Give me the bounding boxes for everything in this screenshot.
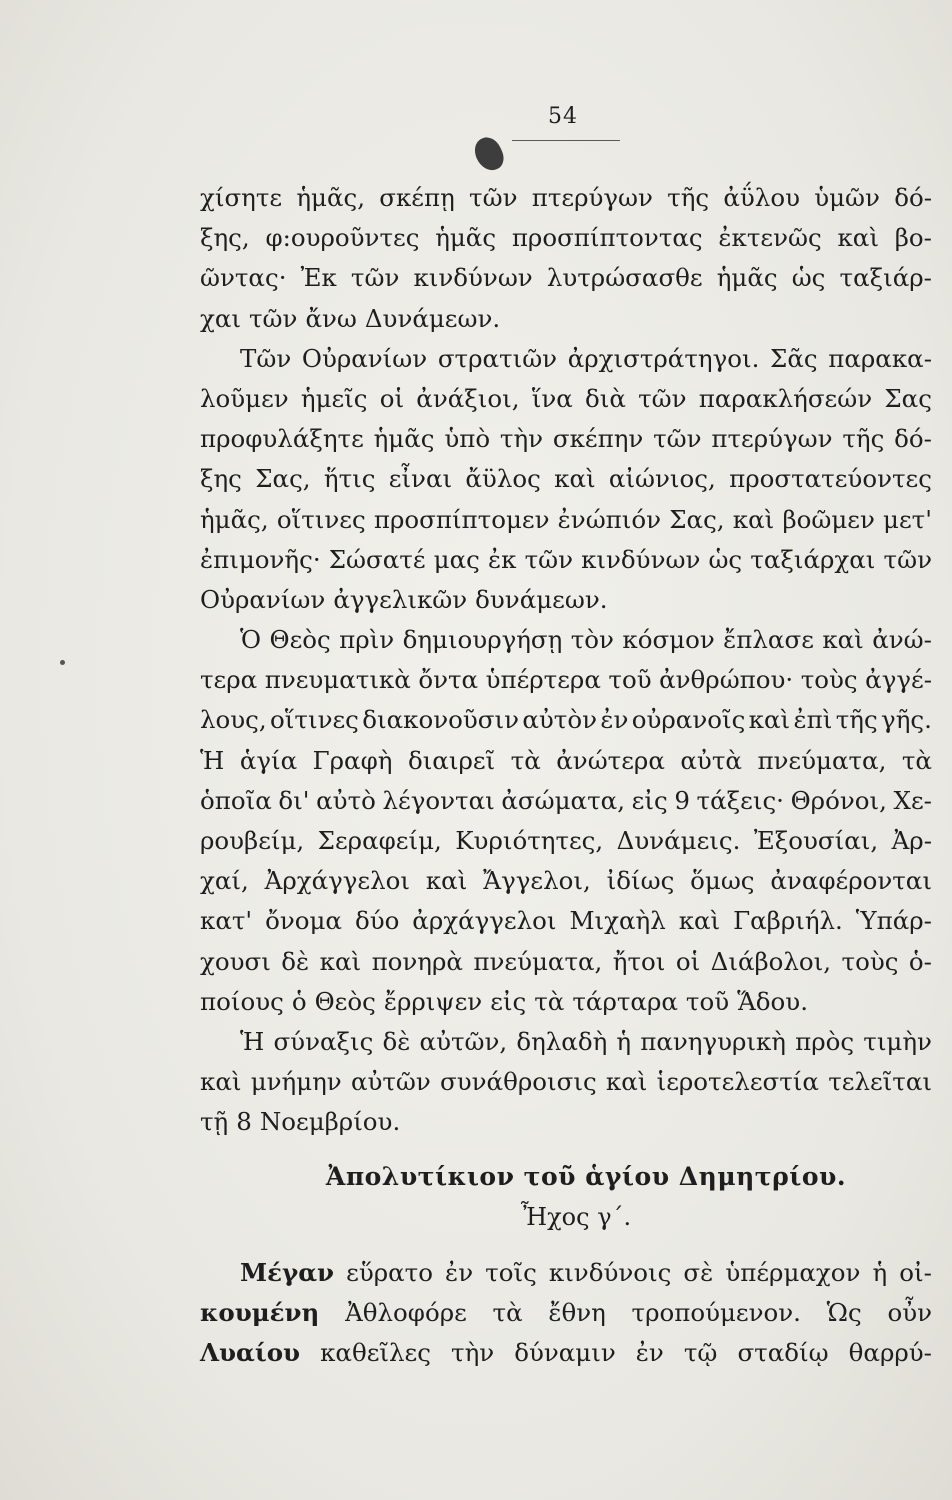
word: παρακλήσεών bbox=[698, 383, 873, 413]
word: τῆς bbox=[835, 705, 878, 735]
word: εἰς bbox=[490, 986, 527, 1016]
text-line bbox=[200, 178, 932, 218]
word: ἀγγελικῶν bbox=[333, 584, 468, 614]
word: τὰ bbox=[510, 745, 541, 775]
word: Οὐρανίων bbox=[301, 343, 428, 373]
word: ἀναφέρονται bbox=[770, 866, 932, 896]
text-line bbox=[200, 660, 932, 700]
word: Γραφὴ bbox=[312, 745, 393, 775]
word: εἶναι bbox=[388, 464, 453, 494]
text-line bbox=[200, 419, 932, 459]
word: σκέπῃ bbox=[379, 183, 455, 212]
word: βοῶμεν bbox=[782, 504, 875, 534]
text-line bbox=[200, 1333, 932, 1373]
word: καὶ bbox=[605, 1067, 648, 1097]
text-line bbox=[200, 861, 932, 901]
word: ἀρχάγγελοι bbox=[412, 906, 557, 936]
word: τιμὴν bbox=[863, 1026, 932, 1056]
word: καὶ bbox=[200, 1067, 242, 1097]
word: καὶ bbox=[748, 705, 791, 735]
word: κατ' bbox=[200, 906, 253, 936]
word: Ἅδου. bbox=[737, 986, 808, 1016]
word: Ὁ bbox=[240, 625, 262, 655]
word: ἐπιμονῆς· bbox=[200, 544, 321, 574]
word: ῶντας· bbox=[200, 263, 287, 293]
word: προσπίπτοντας bbox=[511, 223, 703, 253]
word: Γαβριήλ. bbox=[733, 906, 843, 936]
margin-mark bbox=[60, 660, 65, 665]
word: ξης bbox=[200, 464, 242, 494]
word: τῶν bbox=[524, 544, 573, 574]
word: θαρρύ- bbox=[848, 1337, 932, 1367]
word: τῶν bbox=[638, 383, 687, 413]
word: ἐν bbox=[635, 1337, 664, 1367]
word: Ἡ bbox=[240, 1026, 265, 1056]
word: δὲ bbox=[382, 1026, 411, 1056]
word: καὶ bbox=[732, 504, 775, 534]
word: Ἀρ- bbox=[891, 826, 932, 855]
word: εὕρατο bbox=[346, 1257, 433, 1287]
word: τὴν bbox=[499, 424, 544, 454]
word: ὄνομα bbox=[265, 906, 342, 936]
text-line bbox=[200, 821, 932, 861]
word: τῶν bbox=[469, 183, 518, 212]
word: οἱ bbox=[379, 383, 405, 413]
word: Ἡ bbox=[200, 745, 225, 775]
word: τὸν bbox=[570, 625, 614, 655]
word: κινδύνων bbox=[413, 263, 533, 293]
word: διαιρεῖ bbox=[407, 745, 496, 775]
word: ἄνω bbox=[305, 303, 357, 333]
word: δι' bbox=[278, 785, 310, 815]
word: οἱ bbox=[675, 946, 701, 976]
text-line bbox=[200, 741, 932, 781]
word: ὄντα bbox=[418, 665, 479, 695]
text-line bbox=[200, 218, 932, 258]
word: ἱεροτελεστία bbox=[656, 1067, 819, 1097]
word: τοὺς bbox=[800, 665, 858, 695]
word: καὶ bbox=[822, 625, 864, 655]
word: κόσμον bbox=[622, 625, 715, 655]
body-text bbox=[200, 178, 932, 1373]
word: χαι bbox=[200, 303, 241, 333]
word: ὑπὸ bbox=[444, 424, 491, 454]
word: ἥτις bbox=[323, 464, 376, 494]
word: λυτρώσασθε bbox=[546, 263, 703, 293]
word: Ὡς bbox=[826, 1297, 862, 1327]
text-line bbox=[200, 942, 932, 982]
word: μετ' bbox=[883, 504, 932, 534]
word: τοῦ bbox=[685, 986, 730, 1016]
ink-blot bbox=[470, 133, 508, 175]
word: ὁποῖα bbox=[200, 785, 272, 815]
word: προφυλάξητε bbox=[200, 424, 364, 454]
word: τροπούμενον. bbox=[631, 1297, 801, 1327]
word: εἰς bbox=[631, 785, 668, 815]
word: ἰδίως bbox=[606, 866, 675, 896]
word: αὐτῶν bbox=[350, 1067, 431, 1097]
word: 8 bbox=[236, 1107, 252, 1137]
word: δυνάμεων. bbox=[475, 584, 608, 614]
word: Θεὸς bbox=[314, 986, 376, 1016]
header-rule bbox=[512, 140, 620, 141]
word: ἡμεῖς bbox=[300, 383, 368, 413]
section-subheading: Ἦχος γ΄. bbox=[520, 1202, 632, 1231]
text-line bbox=[200, 299, 932, 339]
text-line bbox=[200, 339, 932, 379]
word: Σᾶς bbox=[770, 343, 818, 373]
word: δημιουργήσῃ bbox=[402, 625, 563, 655]
text-line bbox=[200, 1293, 932, 1333]
word: ἡμᾶς bbox=[373, 424, 435, 454]
word: ἡμᾶς bbox=[435, 223, 497, 253]
word: ἔπλασε bbox=[723, 625, 814, 655]
text-line bbox=[200, 258, 932, 298]
word: τοῦ bbox=[608, 665, 652, 695]
word: τῇ bbox=[200, 1107, 229, 1137]
word: ἄϋλος bbox=[465, 464, 541, 494]
word: ἐκ bbox=[487, 544, 517, 574]
word: δό- bbox=[894, 183, 932, 212]
word: ἡμᾶς bbox=[716, 263, 778, 293]
word: καὶ bbox=[837, 223, 879, 253]
word: τῆς bbox=[667, 183, 710, 212]
word: Ἀρχάγγελοι bbox=[264, 866, 410, 896]
paragraph bbox=[200, 339, 932, 620]
word: ἐν bbox=[600, 705, 629, 735]
word: Οὐρανίων bbox=[200, 584, 326, 614]
word: προστατεύοντες bbox=[729, 464, 932, 494]
word: λέγονται bbox=[382, 785, 495, 815]
word: ἡμᾶς, bbox=[296, 183, 366, 212]
word: ἡ bbox=[872, 1257, 888, 1287]
word: Σας bbox=[884, 383, 932, 413]
word: δὲ bbox=[281, 946, 310, 976]
paragraph bbox=[200, 1022, 932, 1143]
word: ἀρχιστράτηγοι. bbox=[567, 343, 760, 373]
paragraph bbox=[200, 178, 932, 339]
word: αἰώνιος, bbox=[608, 464, 716, 494]
word: αὐτὸ bbox=[316, 785, 376, 815]
word: ἤτοι bbox=[612, 946, 666, 976]
word: γῆς. bbox=[881, 705, 932, 735]
text-line bbox=[200, 1022, 932, 1062]
word: Θρόνοι, bbox=[790, 785, 887, 815]
word: πτερύγων bbox=[531, 183, 653, 212]
word: τῶν bbox=[249, 303, 298, 333]
word: Λυαίου bbox=[200, 1337, 301, 1367]
word: κινδύνων bbox=[581, 544, 701, 574]
word: καὶ bbox=[678, 906, 721, 936]
word: μνήμην bbox=[250, 1067, 342, 1097]
text-line bbox=[200, 1253, 932, 1293]
word: παρακα- bbox=[828, 343, 932, 373]
word: κινδύνοις bbox=[548, 1257, 672, 1287]
word: αὐτῶν, bbox=[419, 1026, 508, 1056]
word: τοὺς bbox=[841, 946, 899, 976]
word: Κυριότητες, bbox=[455, 826, 604, 855]
word: ποίους bbox=[200, 986, 284, 1016]
word: ἀνάξιοι, bbox=[416, 383, 520, 413]
word: ἐκτενῶς bbox=[718, 223, 822, 253]
word: ταξιάρχαι bbox=[750, 544, 876, 574]
word: καθεῖλες bbox=[320, 1337, 431, 1367]
word: τὰ bbox=[534, 986, 565, 1016]
word: τῶν bbox=[653, 424, 702, 454]
text-line bbox=[200, 580, 932, 620]
word: Τῶν bbox=[240, 343, 292, 373]
word: κουμένη bbox=[200, 1297, 320, 1327]
word: Νοεμβρίου. bbox=[259, 1107, 401, 1137]
word: τῶν bbox=[883, 544, 932, 574]
word: πνεύματα, bbox=[757, 745, 887, 775]
word: Ἐξουσίαι, bbox=[753, 826, 879, 855]
word: τὴν bbox=[451, 1337, 495, 1367]
word: σὲ bbox=[683, 1257, 714, 1287]
word: ἀγγέ- bbox=[865, 665, 932, 695]
word: πρὶν bbox=[339, 625, 395, 655]
word: δύο bbox=[354, 906, 400, 936]
word: διὰ bbox=[584, 383, 626, 413]
word: καὶ bbox=[425, 866, 468, 896]
word: ὡς bbox=[708, 544, 743, 574]
word: δύναμιν bbox=[514, 1337, 616, 1367]
text-line bbox=[200, 700, 932, 740]
word: αὐτὸν bbox=[522, 705, 597, 735]
word: ἀΰλου bbox=[723, 183, 800, 212]
word: προσπίπτομεν bbox=[373, 504, 550, 534]
word: πανηγυρικὴ bbox=[640, 1026, 786, 1056]
text-line bbox=[200, 1062, 932, 1102]
word: ὁ- bbox=[908, 946, 932, 976]
page-number: 54 bbox=[548, 104, 578, 129]
word: φ:ουροῦντες bbox=[265, 223, 420, 253]
text-line bbox=[200, 540, 932, 580]
word: ἵνα bbox=[531, 383, 573, 413]
word: ὅμως bbox=[690, 866, 755, 896]
word: Ὑπάρ- bbox=[855, 906, 932, 936]
word: Σας, bbox=[669, 504, 725, 534]
word: Ἀθλοφόρε bbox=[345, 1297, 467, 1327]
word: ταξιάρ- bbox=[839, 263, 932, 293]
word: Σας, bbox=[255, 464, 311, 494]
word: ἀνώ- bbox=[872, 625, 932, 655]
word: ἁγία bbox=[239, 745, 298, 775]
word: σύναξις bbox=[273, 1026, 374, 1056]
word: Ἄγγελοι, bbox=[483, 866, 591, 896]
word: ὑμῶν bbox=[814, 183, 880, 212]
word: πτερύγων bbox=[711, 424, 833, 454]
word: καὶ bbox=[319, 946, 362, 976]
word: διακονοῦσιν bbox=[362, 705, 519, 735]
word: Σεραφείμ, bbox=[317, 826, 442, 855]
word: Μέγαν bbox=[240, 1257, 335, 1287]
word: τῷ bbox=[683, 1337, 718, 1367]
text-line bbox=[200, 982, 932, 1022]
word: οὐρανοῖς bbox=[631, 705, 746, 735]
word: λοῦμεν bbox=[200, 383, 289, 413]
word: οἵτινες bbox=[270, 705, 359, 735]
word: Θεὸς bbox=[269, 625, 331, 655]
word: ἡμᾶς, bbox=[200, 504, 269, 534]
word: καὶ bbox=[554, 464, 596, 494]
word: ἡ bbox=[616, 1026, 632, 1056]
word: σκέπην bbox=[552, 424, 644, 454]
word: δό- bbox=[894, 424, 932, 454]
word: ἔθνη bbox=[548, 1297, 606, 1327]
word: Μιχαὴλ bbox=[569, 906, 666, 936]
word: οὖν bbox=[887, 1297, 932, 1327]
word: τῆς bbox=[842, 424, 885, 454]
word: 9 bbox=[674, 785, 690, 815]
word: ὑπέρτερα bbox=[485, 665, 601, 695]
word: χαί, bbox=[200, 866, 249, 896]
word: Χε- bbox=[893, 785, 932, 815]
word: ἀνώτερα bbox=[556, 745, 665, 775]
word: ἐπὶ bbox=[793, 705, 833, 735]
word: οἰ- bbox=[899, 1257, 932, 1287]
word: πρὸς bbox=[795, 1026, 855, 1056]
word: χουσι bbox=[200, 946, 271, 976]
word: τὰ bbox=[492, 1297, 523, 1327]
word: ἐν bbox=[445, 1257, 474, 1287]
word: τάξεις· bbox=[696, 785, 784, 815]
word: δηλαδὴ bbox=[516, 1026, 608, 1056]
word: ἀνθρώπου· bbox=[659, 665, 794, 695]
word: τερα bbox=[200, 665, 258, 695]
word: Δυνάμεις. bbox=[616, 826, 741, 855]
text-line bbox=[200, 500, 932, 540]
word: ἀσώματα, bbox=[501, 785, 625, 815]
word: ἔρριψεν bbox=[383, 986, 483, 1016]
word: ὡς bbox=[791, 263, 826, 293]
word: λους, bbox=[200, 705, 267, 735]
word: συνάθροισις bbox=[440, 1067, 597, 1097]
word: αὐτὰ bbox=[680, 745, 742, 775]
text-line bbox=[200, 901, 932, 941]
word: οἵτινες bbox=[276, 504, 366, 534]
word: πνεύματα, bbox=[473, 946, 603, 976]
word: βο- bbox=[894, 223, 932, 253]
word: τῶν bbox=[350, 263, 400, 293]
word: ρουβείμ, bbox=[200, 826, 305, 855]
word: Σώσατέ bbox=[328, 544, 426, 574]
section-heading: Ἀπολυτίκιον τοῦ ἁγίου Δημητρίου. bbox=[325, 1161, 847, 1191]
word: ὑπέρμαχον bbox=[725, 1257, 861, 1287]
hymn-text bbox=[200, 1253, 932, 1374]
word: πνευματικὰ bbox=[264, 665, 411, 695]
text-line bbox=[200, 459, 932, 499]
text-line bbox=[200, 781, 932, 821]
word: Διάβολοι, bbox=[710, 946, 832, 976]
word: πονηρὰ bbox=[371, 946, 463, 976]
text-line bbox=[200, 620, 932, 660]
word: μας bbox=[433, 544, 480, 574]
word: τὰ bbox=[901, 745, 932, 775]
word: χίσητε bbox=[200, 183, 283, 212]
text-line bbox=[200, 1102, 932, 1142]
word: ὁ bbox=[291, 986, 307, 1016]
word: τοῖς bbox=[485, 1257, 537, 1287]
word: Ἐκ bbox=[300, 263, 337, 293]
word: στρατιῶν bbox=[437, 343, 558, 373]
word: ἐνώπιόν bbox=[557, 504, 662, 534]
paragraph bbox=[200, 620, 932, 1022]
text-line bbox=[200, 379, 932, 419]
word: Δυνάμεων. bbox=[364, 303, 501, 333]
spacer bbox=[200, 1143, 932, 1155]
word: ξης, bbox=[200, 223, 250, 253]
word: τελεῖται bbox=[828, 1067, 932, 1097]
word: σταδίῳ bbox=[737, 1337, 829, 1367]
word: τάρταρα bbox=[572, 986, 678, 1016]
